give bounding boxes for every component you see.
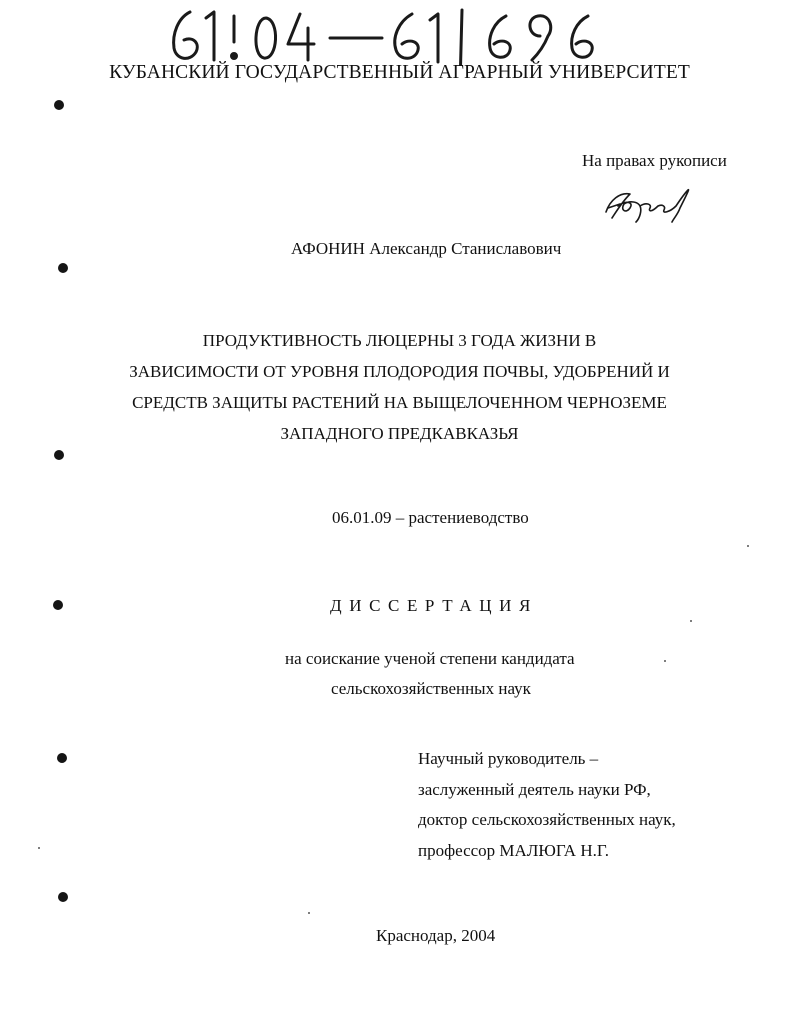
advisor-line: заслуженный деятель науки РФ, [418,779,651,799]
title-line: ЗАВИСИМОСТИ ОТ УРОВНЯ ПЛОДОРОДИЯ ПОЧВЫ, УДОБРЕНИЙ И [129,362,670,381]
scan-speck [747,545,749,547]
binding-hole-mark [54,100,64,110]
author-signature [600,178,696,224]
scan-speck [664,660,666,662]
advisor-line: доктор сельскохозяйственных наук, [418,810,676,829]
document-type: ДИССЕРТАЦИЯ [330,596,538,615]
title-line: ЗАПАДНОГО ПРЕДКАВКАЗЬЯ [280,424,519,443]
advisor-line: профессор МАЛЮГА Н.Г. [418,840,610,860]
degree-line: сельскохозяйственных наук [331,679,531,698]
author-name: АФОНИН Александр Станиславович [291,239,562,258]
scan-speck [690,620,692,622]
scan-speck [308,912,310,914]
scientific-advisor [418,744,676,866]
binding-hole-mark [57,753,67,763]
specialty-code: 06.01.09 – растениеводство [332,508,529,527]
scan-speck [38,847,40,849]
dissertation-title [0,325,799,449]
university-name: КУБАНСКИЙ ГОСУДАРСТВЕННЫЙ АГРАРНЫЙ УНИВЕРСИТЕТ [109,62,690,83]
advisor-line: Научный руководитель – [418,749,599,768]
title-line: СРЕДСТВ ЗАЩИТЫ РАСТЕНИЙ НА ВЫЩЕЛОЧЕННОМ ЧЕРНОЗЕМЕ [132,393,667,412]
binding-hole-mark [53,600,63,610]
degree-line: на соискание ученой степени кандидата [285,649,575,668]
binding-hole-mark [58,892,68,902]
manuscript-rights-note: На правах рукописи [582,151,727,170]
handwritten-archive-code [168,4,608,66]
title-line: ПРОДУКТИВНОСТЬ ЛЮЦЕРНЫ 3 ГОДА ЖИЗНИ В [202,331,597,350]
binding-hole-mark [54,450,64,460]
binding-hole-mark [58,263,68,273]
city-year: Краснодар, 2004 [376,926,496,945]
